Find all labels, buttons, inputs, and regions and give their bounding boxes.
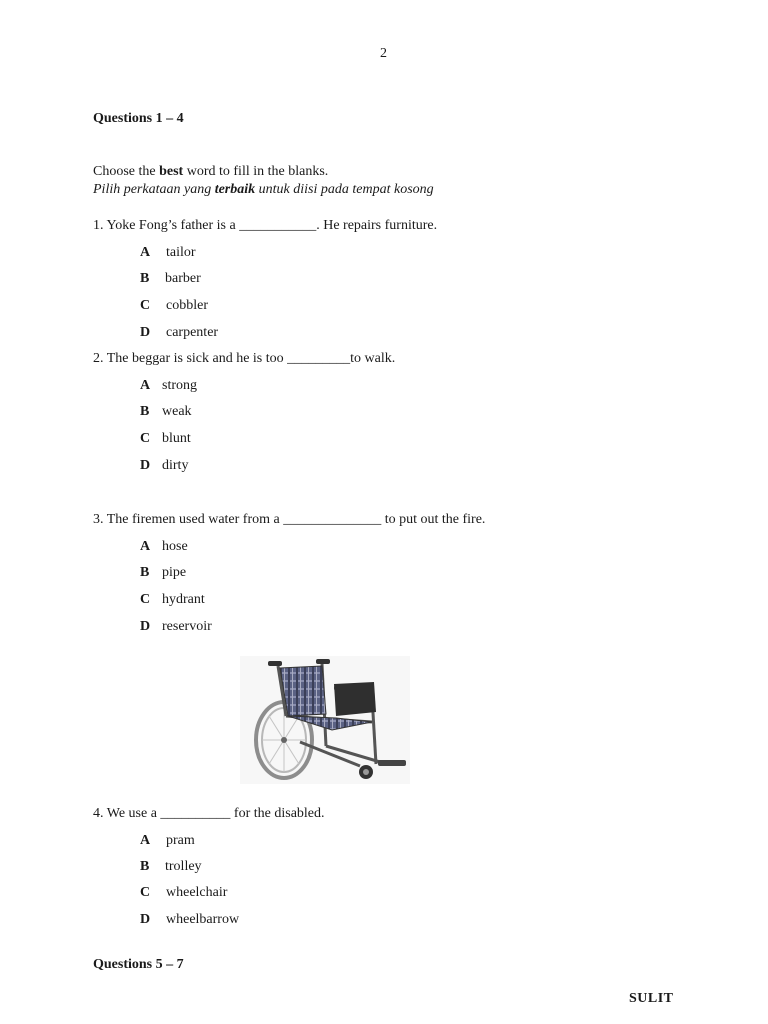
q2-option-c-letter: C (140, 431, 151, 446)
q2-option-a-letter: A (140, 378, 151, 393)
instruction-malay-pre: Pilih perkataan yang (93, 182, 215, 197)
page-number: 2 (380, 46, 387, 61)
q4-option-a-letter: A (140, 833, 151, 848)
q3-option-a[interactable]: hose (162, 539, 188, 554)
q4-option-c[interactable]: wheelchair (166, 885, 228, 900)
q1-option-a-letter: A (140, 245, 151, 260)
q4-option-b-letter: B (140, 859, 150, 874)
question-4: 4. We use a __________ for the disabled. (93, 806, 325, 821)
q4-option-a[interactable]: pram (166, 833, 195, 848)
q2-option-c[interactable]: blunt (162, 431, 191, 446)
instruction-english-bold: best (159, 164, 184, 179)
q1-option-c[interactable]: cobbler (166, 298, 208, 313)
instruction-malay-post: untuk diisi pada tempat kosong (255, 182, 434, 197)
section-heading-questions-5-7: Questions 5 – 7 (93, 957, 184, 972)
question-2: 2. The beggar is sick and he is too _________to walk. (93, 351, 396, 366)
q3-option-b[interactable]: pipe (162, 565, 187, 580)
instruction-malay-bold: terbaik (214, 182, 256, 197)
question-3: 3. The firemen used water from a ______________ to put out the fire. (93, 512, 486, 527)
instruction-english-pre: Choose the (93, 164, 160, 179)
q3-option-c[interactable]: hydrant (162, 592, 205, 607)
q2-option-a[interactable]: strong (162, 378, 197, 393)
q4-option-c-letter: C (140, 885, 151, 900)
q3-option-d-letter: D (140, 619, 151, 634)
q1-option-d[interactable]: carpenter (166, 325, 219, 340)
q4-option-d-letter: D (140, 912, 151, 927)
q1-option-d-letter: D (140, 325, 151, 340)
q2-option-b-letter: B (140, 404, 150, 419)
q1-option-c-letter: C (140, 298, 151, 313)
instruction-malay (93, 182, 434, 198)
instruction-english (93, 164, 328, 180)
q1-option-a[interactable]: tailor (166, 245, 196, 260)
q4-option-b[interactable]: trolley (165, 859, 202, 874)
q3-option-d[interactable]: reservoir (162, 619, 212, 634)
q4-option-d[interactable]: wheelbarrow (166, 912, 240, 927)
sulit-label: SULIT (629, 991, 674, 1006)
question-1: 1. Yoke Fong’s father is a ___________. He repairs furniture. (93, 218, 438, 233)
q3-option-a-letter: A (140, 539, 151, 554)
q2-option-b[interactable]: weak (162, 404, 192, 419)
q3-option-c-letter: C (140, 592, 151, 607)
wheelchair-image (240, 656, 410, 784)
q1-option-b[interactable]: barber (165, 271, 201, 286)
q3-option-b-letter: B (140, 565, 150, 580)
q2-option-d[interactable]: dirty (162, 458, 189, 473)
section-heading-questions-1-4: Questions 1 – 4 (93, 111, 184, 126)
instruction-english-post: word to fill in the blanks. (183, 164, 329, 179)
q2-option-d-letter: D (140, 458, 151, 473)
q1-option-b-letter: B (140, 271, 150, 286)
